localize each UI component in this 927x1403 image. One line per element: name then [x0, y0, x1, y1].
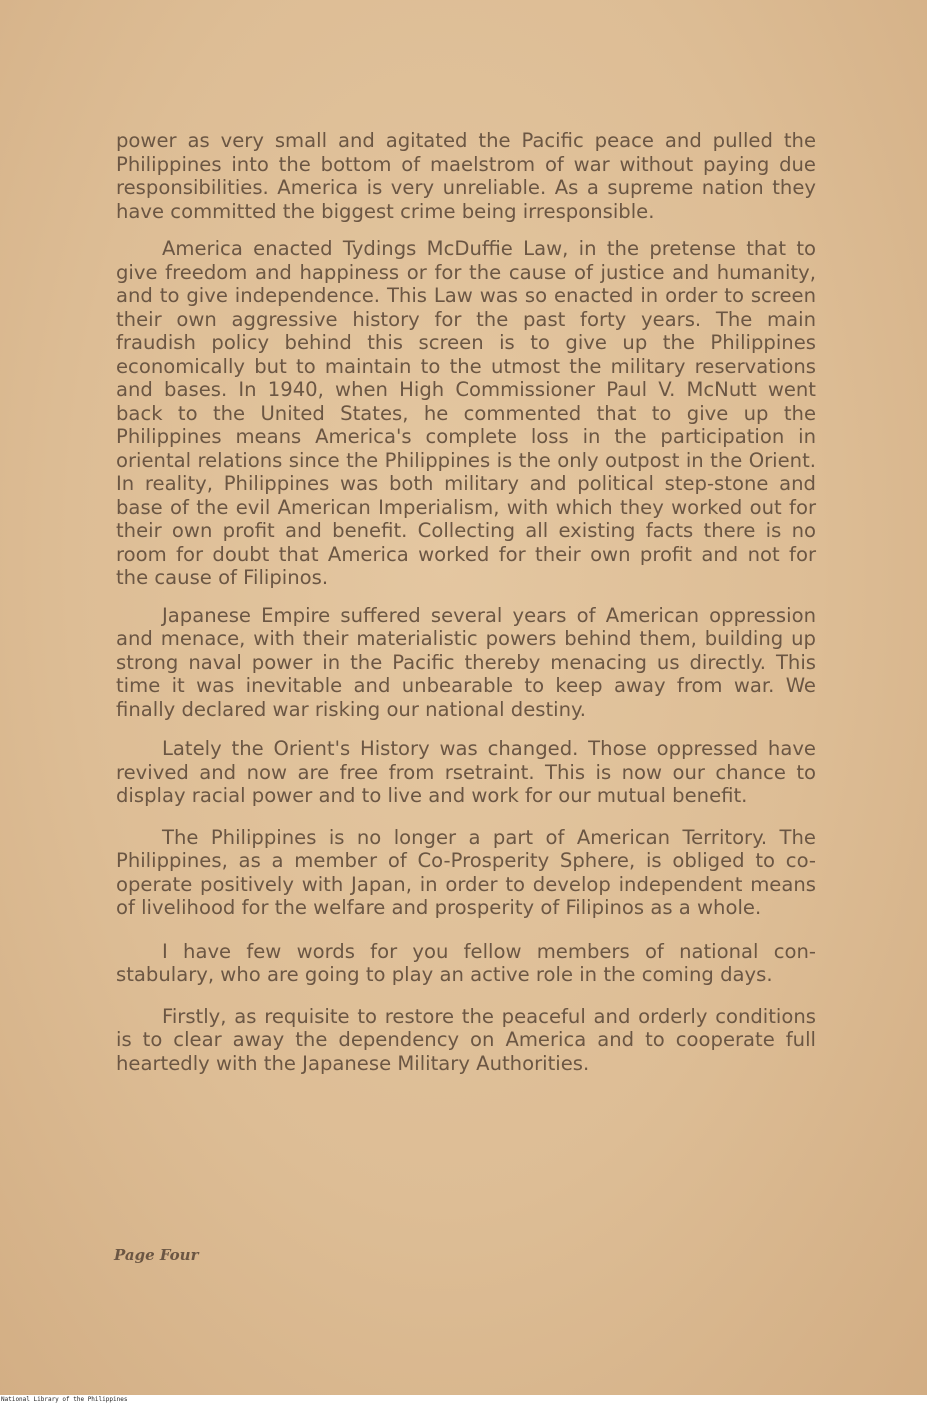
footer-credit: National Library of the Philippines	[1, 1396, 128, 1403]
paragraph-5: The Philippines is no longer a part of American Territory. The Philippines, as a member of Co-Prosperity Sphere, is obliged to co-operate positively with Japan, in order to develop independent means of livelihood for the welfare and prosperity of Filipinos as a whole.	[116, 825, 816, 919]
paragraph-2: America enacted Tydings McDuffie Law, in the pretense that to give freedom and happiness or for the cause of justice and humanity, and to give independence. This Law was so enacted in order to screen their own aggressive history for the past forty years. The main fraudish policy behind this screen is to give up the Philippines economically but to maintain to the utmost the military reservations and bases. In 1940, when High Commissioner Paul V. McNutt went back to the United States, he commented that to give up the Philippines means America's complete loss in the participation in oriental relations since the Philippines is the only outpost in the Orient. In reality, Philippines was both military and political step-stone and base of the evil American Imperialism, with which they worked out for their own profit and benefit. Collecting all existing facts there is no room for doubt that America worked for their own profit and not for the cause of Filipinos.	[116, 237, 816, 589]
footer-strip	[0, 1395, 927, 1403]
paragraph-1: power as very small and agitated the Pacific peace and pulled the Philippines into the bottom of maelstrom of war without paying due responsibilities. America is very unreliable. As a supreme nation they have committed the biggest crime being irresponsible.	[116, 129, 816, 223]
paragraph-3: Japanese Empire suffered several years of American oppression and menace, with their materialistic powers behind them, building up strong naval power in the Pacific thereby menacing us directly. This time it was inevitable and unbearable to keep away from war. We finally declared war risking our national destiny.	[116, 603, 816, 721]
paragraph-7: Firstly, as requisite to restore the peaceful and orderly conditions is to clear away the dependency on America and to cooperate full heartedly with the Japanese Military Authorities.	[116, 1004, 816, 1075]
body-text	[116, 129, 816, 1075]
paragraph-6: I have few words for you fellow members of national constabulary, who are going to play an active role in the coming days.	[116, 939, 816, 986]
page-number-label: Page Four	[114, 1246, 199, 1264]
paragraph-4: Lately the Orient's History was changed. Those oppressed have revived and now are free from rsetraint. This is now our chance to display racial power and to live and work for our mutual benefit.	[116, 737, 816, 807]
